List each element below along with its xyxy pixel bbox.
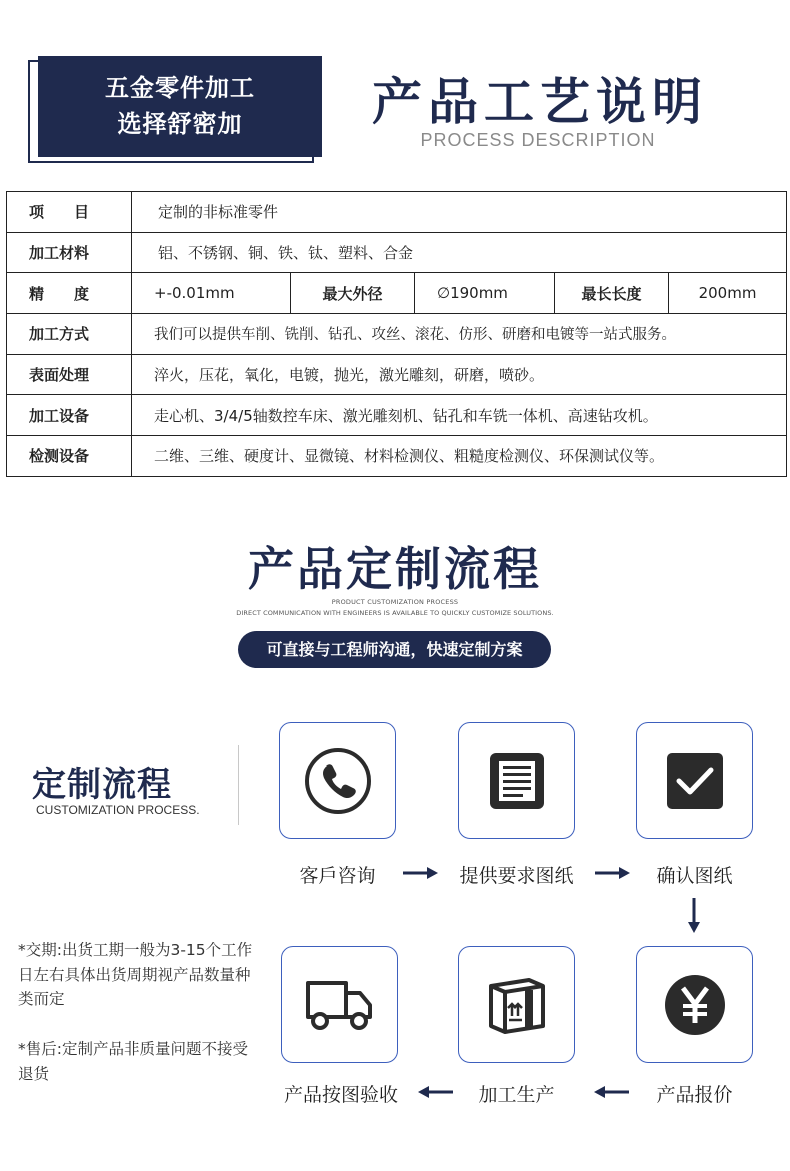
header-badge-line2: 选择舒密加 xyxy=(117,110,243,138)
after-sale-note: *售后:定制产品非质量问题不接受退货 xyxy=(18,1040,248,1083)
contact-engineer-pill[interactable]: 可直接与工程师沟通，快速定制方案 xyxy=(238,631,551,668)
row-label: 加工方式 xyxy=(7,314,132,355)
arrow-left-icon xyxy=(417,1085,453,1099)
customization-title: 产品定制流程 xyxy=(248,542,542,596)
row-value: 走心机、3/4/5轴数控车床、激光雕刻机、钻孔和车铣一体机、高速钻攻机。 xyxy=(132,395,787,436)
precision-value: +-0.01mm xyxy=(132,273,291,314)
table-row xyxy=(7,354,787,395)
row-value: 我们可以提供车削、铣削、钻孔、攻丝、滚花、仿形、研磨和电镀等一站式服务。 xyxy=(132,314,787,355)
step-acceptance-box xyxy=(281,946,398,1063)
row-value: 铝、不锈钢、铜、铁、钛、塑料、合金 xyxy=(132,232,787,273)
step-label: 产品按图验收 xyxy=(283,1084,398,1106)
step-label: 产品报价 xyxy=(656,1084,733,1106)
step-label: 客戶咨询 xyxy=(299,865,376,887)
step-confirm-box xyxy=(636,722,753,839)
phone-icon xyxy=(303,746,373,816)
table-row xyxy=(7,273,787,314)
row-value: 二维、三维、硬度计、显微镜、材料检测仪、粗糙度检测仪、环保测试仪等。 xyxy=(132,436,787,477)
table-row xyxy=(7,314,787,355)
header-badge xyxy=(38,56,322,157)
row-label: 表面处理 xyxy=(7,354,132,395)
table-row xyxy=(7,395,787,436)
customization-en-line2: DIRECT COMMUNICATION WITH ENGINEERS IS AVAILABLE TO QUICKLY CUSTOMIZE SOLUTIONS. xyxy=(236,609,554,617)
max-diameter-label: 最大外径 xyxy=(291,273,415,314)
checkbox-icon xyxy=(665,751,725,811)
row-label: 加工设备 xyxy=(7,395,132,436)
row-label: 加工材料 xyxy=(7,232,132,273)
max-length-label: 最长长度 xyxy=(555,273,669,314)
table-row xyxy=(7,436,787,477)
row-value: 定制的非标准零件 xyxy=(132,192,787,233)
flow-title-en: CUSTOMIZATION PROCESS. xyxy=(36,803,200,817)
max-diameter-value: ∅190mm xyxy=(415,273,555,314)
delivery-truck-icon xyxy=(304,977,376,1033)
arrow-down-icon xyxy=(687,898,701,934)
customization-en-line1: PRODUCT CUSTOMIZATION PROCESS xyxy=(331,598,459,606)
row-label: 项 目 xyxy=(7,192,132,233)
table-row xyxy=(7,192,787,233)
step-label: 提供要求图纸 xyxy=(459,865,574,887)
delivery-note: *交期:出货工期一般为3-15个工作日左右具体出货周期视产品数量种类而定 xyxy=(18,941,253,1008)
row-value: 淬火，压花，氧化，电镀，抛光，激光雕刻，研磨，喷砂。 xyxy=(132,354,787,395)
header-badge-line1: 五金零件加工 xyxy=(105,74,255,102)
table-row xyxy=(7,232,787,273)
row-label: 检测设备 xyxy=(7,436,132,477)
step-production-box xyxy=(458,946,575,1063)
step-consult-box xyxy=(279,722,396,839)
max-length-value: 200mm xyxy=(669,273,787,314)
divider xyxy=(238,745,239,825)
step-quote-box xyxy=(636,946,753,1063)
yen-coin-icon xyxy=(663,973,727,1037)
page-title: 产品工艺说明 xyxy=(372,73,708,131)
flow-title: 定制流程 xyxy=(32,765,172,805)
step-drawings-box xyxy=(458,722,575,839)
step-label: 确认图纸 xyxy=(656,865,733,887)
arrow-right-icon xyxy=(595,866,631,880)
spec-table xyxy=(6,191,787,477)
row-label: 精 度 xyxy=(7,273,132,314)
step-label: 加工生产 xyxy=(478,1084,555,1106)
arrow-left-icon xyxy=(593,1085,629,1099)
page-subtitle: PROCESS DESCRIPTION xyxy=(420,130,656,150)
document-icon xyxy=(487,750,547,812)
package-box-icon xyxy=(485,976,549,1034)
arrow-right-icon xyxy=(403,866,439,880)
